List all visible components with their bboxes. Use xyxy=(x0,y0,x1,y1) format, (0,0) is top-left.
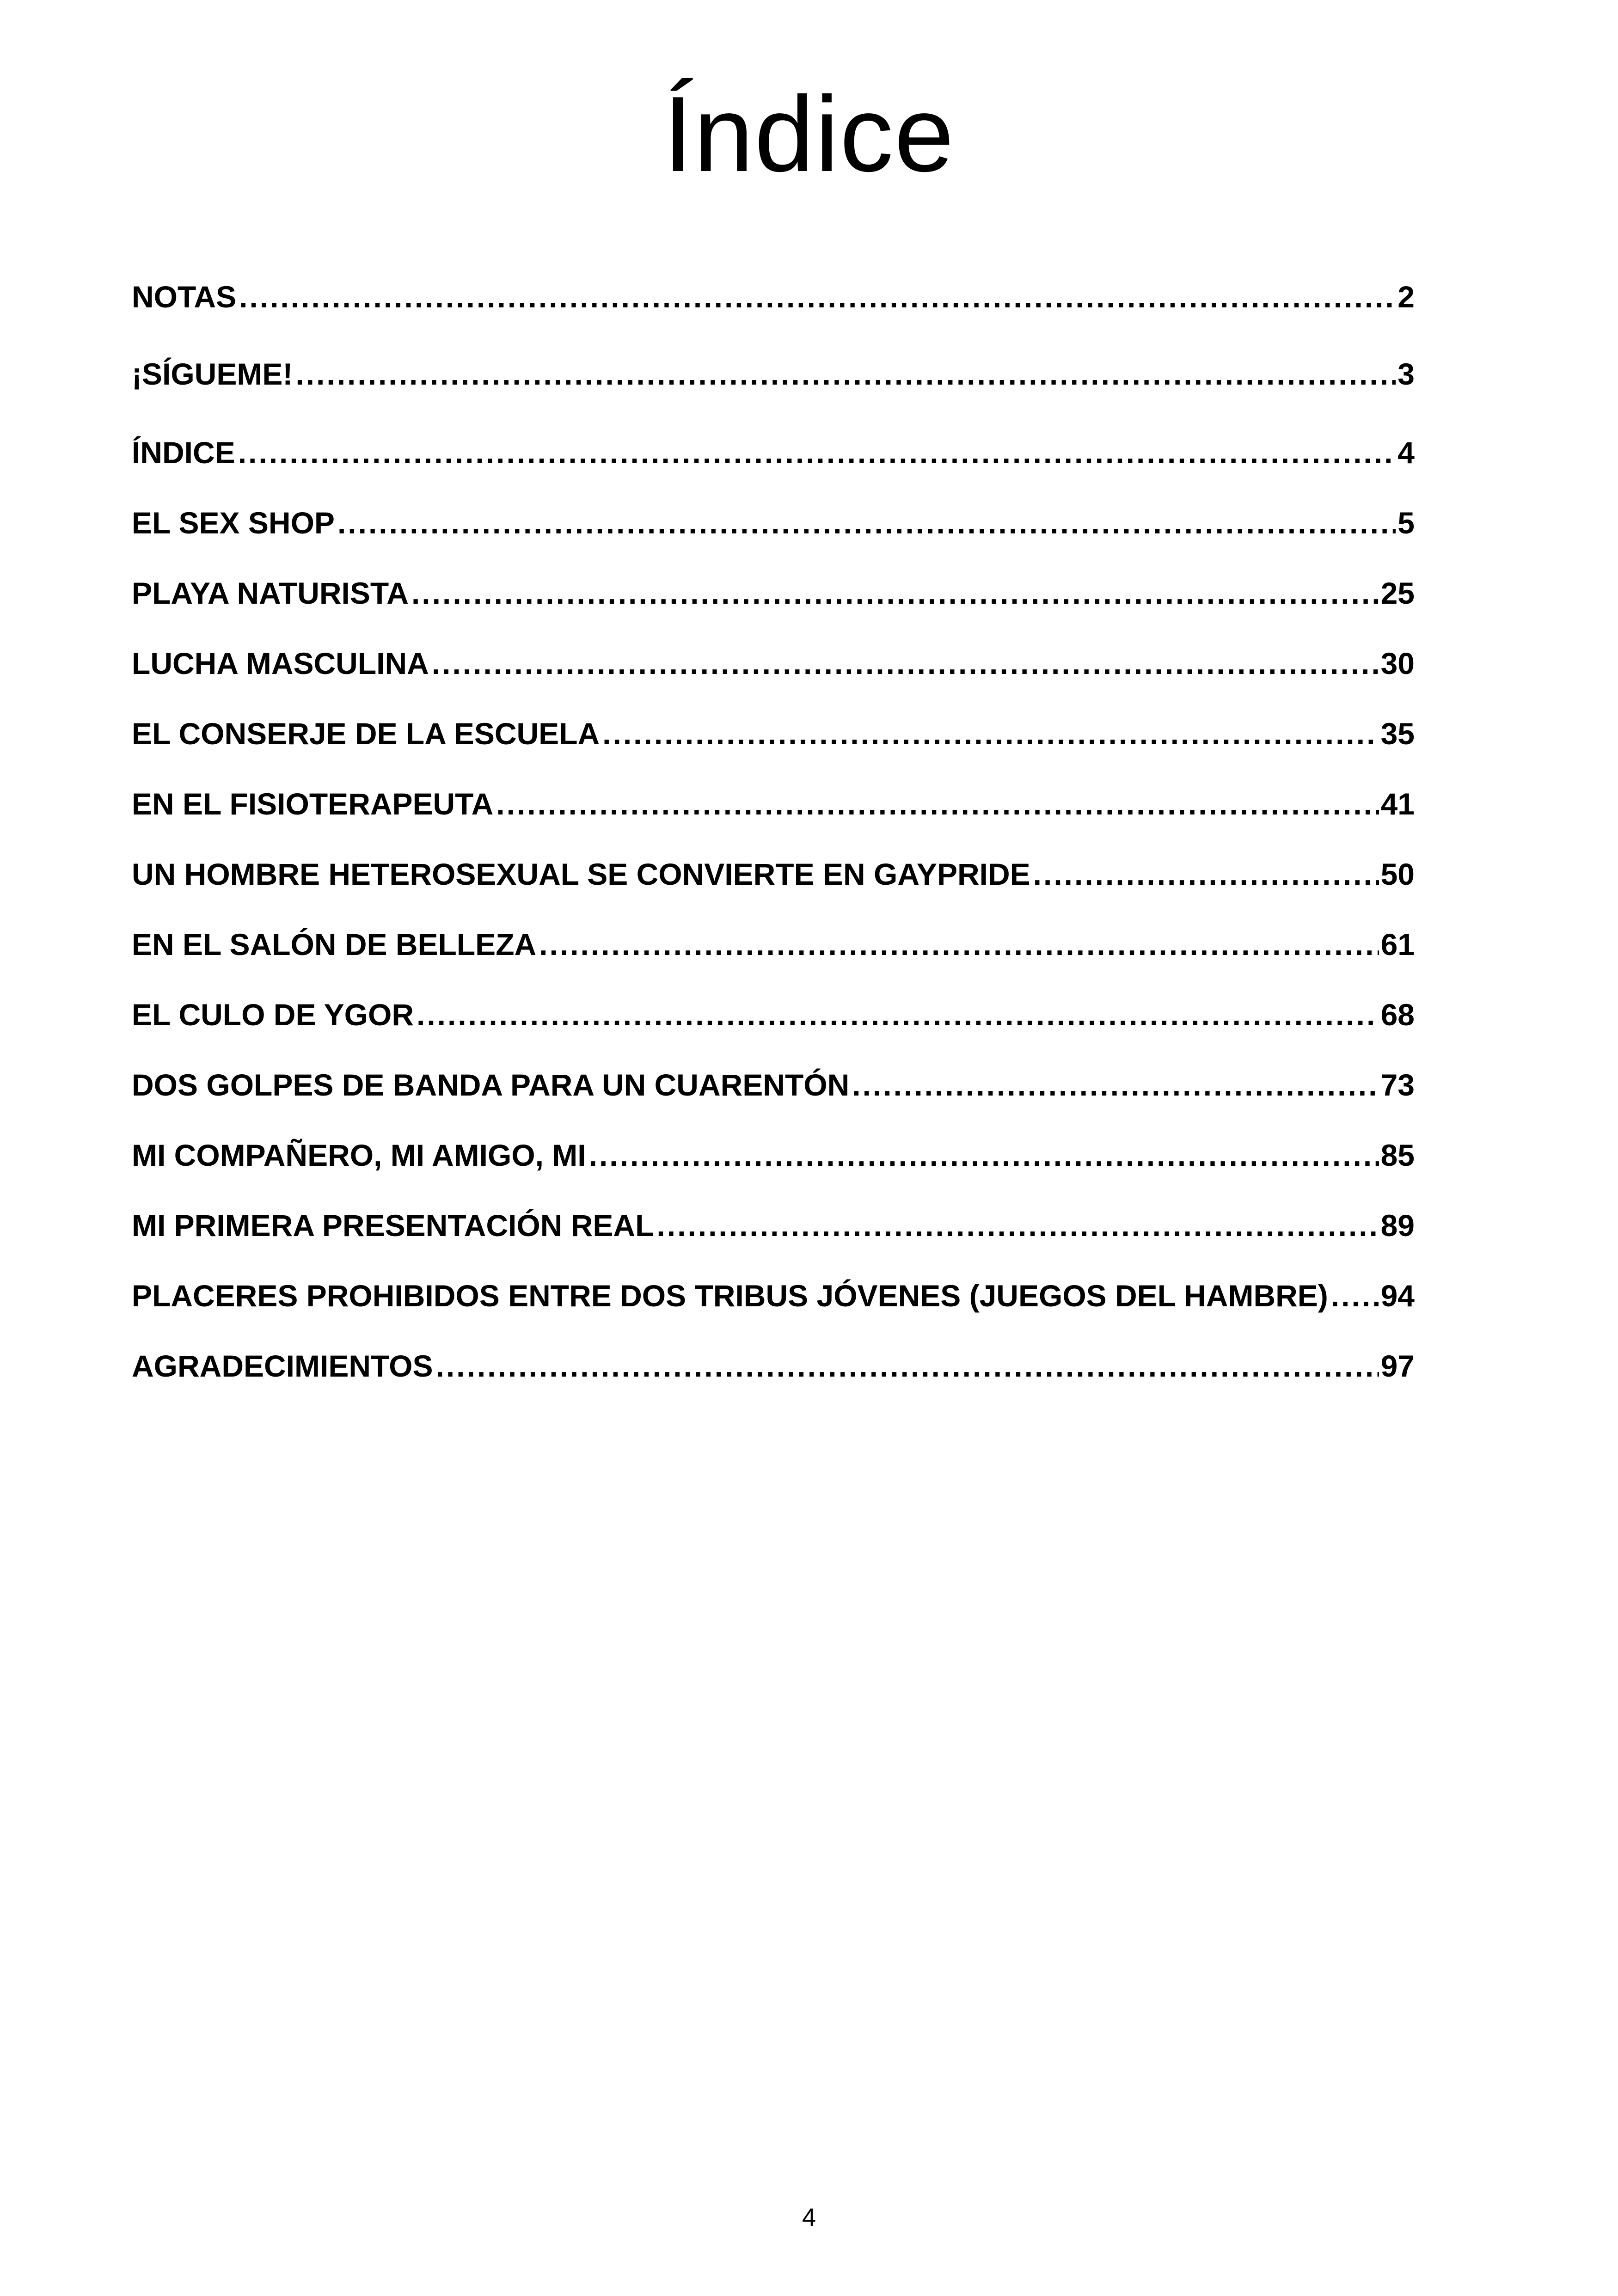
toc-entry-label: EN EL FISIOTERAPEUTA xyxy=(132,787,494,821)
toc-dot-leader xyxy=(295,359,1396,389)
toc-entry-playa-naturista[interactable] xyxy=(132,562,1415,608)
toc-entry-label: EN EL SALÓN DE BELLEZA xyxy=(132,927,537,961)
toc-dot-leader xyxy=(539,929,1379,960)
toc-entry-placeres-prohibidos[interactable] xyxy=(132,1265,1415,1311)
toc-entry-sigueme[interactable] xyxy=(132,343,1415,389)
toc-entry-page: 35 xyxy=(1380,716,1415,751)
toc-entry-page: 30 xyxy=(1380,646,1415,680)
toc-entry-agradecimientos[interactable] xyxy=(132,1335,1415,1381)
toc-entry-label: EL CULO DE YGOR xyxy=(132,998,414,1032)
toc-entry-page: 50 xyxy=(1380,857,1415,891)
toc-entry-page: 89 xyxy=(1380,1208,1415,1243)
toc-dot-leader xyxy=(239,282,1396,312)
page-number: 4 xyxy=(802,2204,816,2231)
toc-entry-gaypride[interactable] xyxy=(132,843,1415,889)
toc-dot-leader xyxy=(1331,1280,1379,1311)
toc-dot-leader xyxy=(436,1351,1379,1381)
toc-entry-label: LUCHA MASCULINA xyxy=(132,646,429,680)
toc-entry-page: 73 xyxy=(1380,1068,1415,1102)
toc-entry-page: 25 xyxy=(1380,576,1415,610)
toc-entry-salon-de-belleza[interactable] xyxy=(132,913,1415,960)
toc-entry-page: 61 xyxy=(1380,927,1415,961)
toc-entry-label: PLAYA NATURISTA xyxy=(132,576,409,610)
toc-entry-label: EL SEX SHOP xyxy=(132,506,335,540)
toc-entry-label: MI COMPAÑERO, MI AMIGO, MI xyxy=(132,1138,586,1172)
page-title: Índice xyxy=(663,74,955,194)
toc-dot-leader xyxy=(602,718,1379,749)
toc-entry-page: 85 xyxy=(1380,1138,1415,1172)
toc-entry-label: NOTAS xyxy=(132,280,237,314)
toc-dot-leader xyxy=(852,1070,1379,1100)
toc-entry-page: 97 xyxy=(1380,1349,1415,1383)
toc-entry-label: MI PRIMERA PRESENTACIÓN REAL xyxy=(132,1208,654,1243)
toc-entry-el-sex-shop[interactable] xyxy=(132,492,1415,538)
toc-entry-label: DOS GOLPES DE BANDA PARA UN CUARENTÓN xyxy=(132,1068,850,1102)
toc-entry-primera-presentacion[interactable] xyxy=(132,1194,1415,1241)
toc-entry-notas[interactable] xyxy=(132,266,1415,312)
toc-entry-indice[interactable] xyxy=(132,422,1415,468)
toc-dot-leader xyxy=(496,789,1379,819)
toc-entry-label: UN HOMBRE HETEROSEXUAL SE CONVIERTE EN GAYPRIDE xyxy=(132,857,1030,891)
toc-entry-label: ÍNDICE xyxy=(132,435,235,470)
toc-dot-leader xyxy=(337,508,1396,538)
toc-entry-lucha-masculina[interactable] xyxy=(132,632,1415,679)
toc-entry-page: 68 xyxy=(1380,998,1415,1032)
toc-entry-page: 4 xyxy=(1397,435,1415,470)
toc-entry-fisioterapeuta[interactable] xyxy=(132,773,1415,819)
toc-entry-page: 2 xyxy=(1397,280,1415,314)
toc-entry-el-conserje[interactable] xyxy=(132,703,1415,749)
toc-entry-page: 94 xyxy=(1380,1279,1415,1313)
toc-entry-label: EL CONSERJE DE LA ESCUELA xyxy=(132,716,600,751)
toc-dot-leader xyxy=(411,578,1379,608)
toc-entry-label: AGRADECIMIENTOS xyxy=(132,1349,433,1383)
toc-entry-label: ¡SÍGUEME! xyxy=(132,357,293,391)
toc-entry-label: PLACERES PROHIBIDOS ENTRE DOS TRIBUS JÓVENES (JUEGOS DEL HAMBRE) xyxy=(132,1279,1328,1313)
toc-dot-leader xyxy=(417,999,1379,1030)
toc-entry-mi-companero[interactable] xyxy=(132,1124,1415,1170)
toc-entry-page: 41 xyxy=(1380,787,1415,821)
toc-entry-culo-de-ygor[interactable] xyxy=(132,984,1415,1030)
toc-dot-leader xyxy=(432,648,1379,679)
toc-entry-page: 5 xyxy=(1397,506,1415,540)
toc-entry-dos-golpes[interactable] xyxy=(132,1054,1415,1100)
toc-entry-page: 3 xyxy=(1397,357,1415,391)
toc-dot-leader xyxy=(238,437,1396,468)
toc-dot-leader xyxy=(656,1210,1379,1241)
toc-dot-leader xyxy=(589,1140,1379,1170)
toc-dot-leader xyxy=(1033,859,1379,889)
